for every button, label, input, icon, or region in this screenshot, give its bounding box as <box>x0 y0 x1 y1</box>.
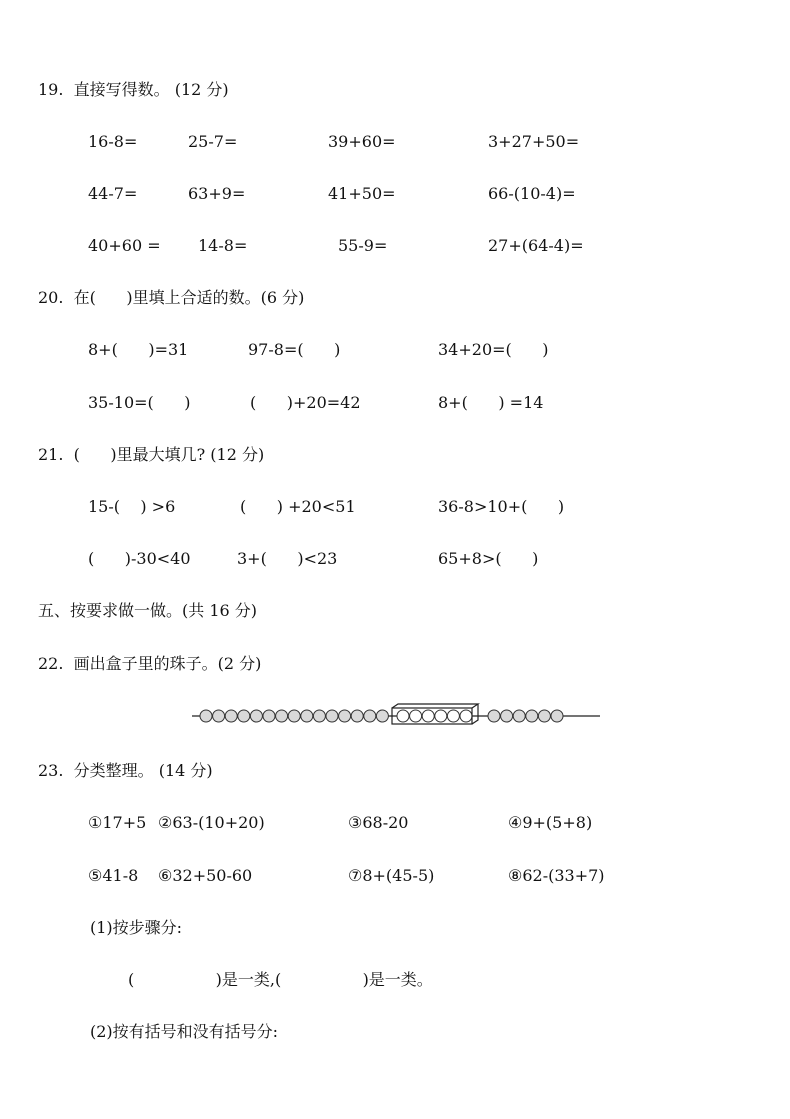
q19-title: 19. 直接写得数。 (12 分) <box>38 80 229 99</box>
q22-title: 22. 画出盒子里的珠子。(2 分) <box>38 654 262 673</box>
q19-item: 66-(10-4)= <box>488 184 576 203</box>
bead <box>551 710 563 722</box>
q21-item: ( ) +20<51 <box>240 497 356 516</box>
q19-item: 16-8= <box>88 132 138 151</box>
q23-expression: ⑥32+50-60 <box>158 866 253 885</box>
q19-item: 3+27+50= <box>488 132 580 151</box>
bead <box>326 710 338 722</box>
q21-item: 3+( )<23 <box>237 549 338 568</box>
bead-hidden <box>397 710 409 722</box>
q21-item: ( )-30<40 <box>88 549 191 568</box>
q23-expression: ⑧62-(33+7) <box>508 866 605 885</box>
q23-expression: ②63-(10+20) <box>158 813 265 832</box>
bead-hidden <box>422 710 434 722</box>
q21-item: 15-( ) >6 <box>88 497 176 516</box>
q23-expression: ⑤41-8 <box>88 866 139 885</box>
bead <box>301 710 313 722</box>
beads-right <box>488 710 563 722</box>
bead-hidden <box>410 710 422 722</box>
q19-item: 14-8= <box>198 236 248 255</box>
q21-item: 65+8>( ) <box>438 549 539 568</box>
section-heading: 五、按要求做一做。(共 16 分) <box>38 601 258 620</box>
bead <box>488 710 500 722</box>
bead-hidden <box>460 710 472 722</box>
q20-item: ( )+20=42 <box>250 393 361 412</box>
q23-expression: ①17+5 <box>88 813 147 832</box>
beads-in-box <box>397 710 472 722</box>
q19-item: 27+(64-4)= <box>488 236 584 255</box>
q19-item: 25-7= <box>188 132 238 151</box>
q19-item: 63+9= <box>188 184 246 203</box>
bead <box>351 710 363 722</box>
bead <box>313 710 325 722</box>
bead <box>200 710 212 722</box>
q19-item: 44-7= <box>88 184 138 203</box>
bead-hidden <box>447 710 459 722</box>
q19-item: 41+50= <box>328 184 396 203</box>
q20-item: 8+( )=31 <box>88 340 189 359</box>
bead <box>225 710 237 722</box>
bead <box>276 710 288 722</box>
q23-expression: ③68-20 <box>348 813 409 832</box>
bead <box>526 710 538 722</box>
bead <box>538 710 550 722</box>
bead-hidden <box>435 710 447 722</box>
q23-expression: ④9+(5+8) <box>508 813 593 832</box>
q21-title: 21. ( )里最大填几? (12 分) <box>38 445 265 464</box>
q20-item: 35-10=( ) <box>88 393 191 412</box>
q23-title: 23. 分类整理。 (14 分) <box>38 761 213 780</box>
bead <box>513 710 525 722</box>
bead <box>339 710 351 722</box>
q19-item: 39+60= <box>328 132 396 151</box>
q23-expression: ⑦8+(45-5) <box>348 866 435 885</box>
beads-left <box>200 710 388 722</box>
q23-answer-blanks: ( )是一类,( )是一类。 <box>128 970 433 989</box>
bead <box>213 710 225 722</box>
bead <box>263 710 275 722</box>
q19-item: 40+60 = <box>88 236 161 255</box>
q20-title: 20. 在( )里填上合适的数。(6 分) <box>38 288 305 307</box>
q20-item: 8+( ) =14 <box>438 393 544 412</box>
bead <box>250 710 262 722</box>
abacus-bead-string <box>190 703 602 729</box>
bead <box>238 710 250 722</box>
bead <box>364 710 376 722</box>
q19-item: 55-9= <box>338 236 388 255</box>
bead <box>288 710 300 722</box>
q20-item: 34+20=( ) <box>438 340 549 359</box>
q21-item: 36-8>10+( ) <box>438 497 565 516</box>
q23-subquestion-1: (1)按步骤分: <box>90 918 183 937</box>
bead <box>376 710 388 722</box>
bead <box>501 710 513 722</box>
q20-item: 97-8=( ) <box>248 340 341 359</box>
q23-subquestion-2: (2)按有括号和没有括号分: <box>90 1022 279 1041</box>
